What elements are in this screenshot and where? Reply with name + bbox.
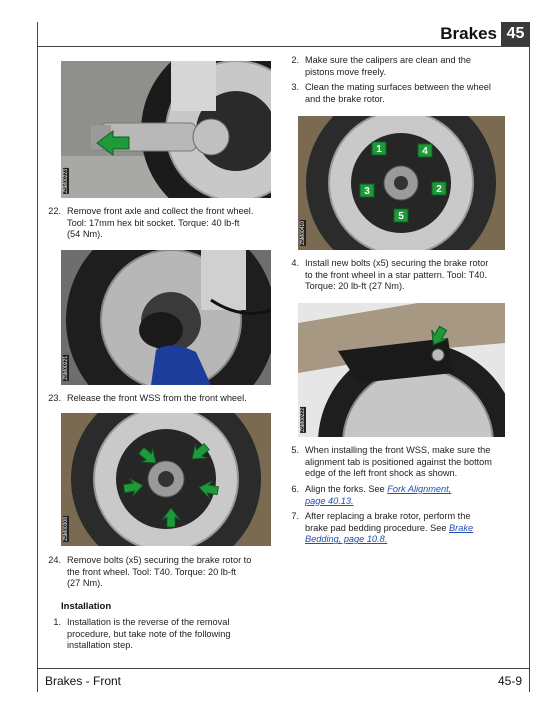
- axle-removal-photo: [61, 61, 271, 198]
- step-text: [305, 258, 488, 293]
- star-pattern-photo: [298, 116, 505, 250]
- star-number: 1: [376, 144, 382, 155]
- step-line: Installation is the reverse of the removal: [67, 617, 230, 627]
- step-number: 5.: [291, 445, 299, 455]
- step-number: 1.: [53, 617, 61, 627]
- wss-alignment-photo: [298, 303, 505, 437]
- step-text: [305, 445, 492, 480]
- step-line: Align the forks. See: [305, 484, 388, 494]
- star-number: 3: [364, 186, 370, 197]
- step-text: [305, 82, 491, 105]
- installation-heading: Installation: [61, 601, 112, 612]
- figure-code: Z5M00223: [63, 169, 69, 193]
- figure-wss-release: [61, 250, 271, 385]
- step-line: alignment tab is positioned against the bottom: [305, 456, 492, 467]
- figure-wss-alignment: [298, 303, 505, 437]
- step-line: brake pad bedding procedure. See: [305, 522, 450, 533]
- footer-rule: [37, 668, 530, 669]
- step-line: When installing the front WSS, make sure the: [305, 445, 491, 455]
- step-line: (54 Nm).: [67, 229, 103, 240]
- figure-code: Z5M00222: [300, 408, 306, 432]
- rotor-bolts-photo: [61, 413, 271, 546]
- step-line: After replacing a brake rotor, perform the: [305, 511, 471, 521]
- step-line: (27 Nm).: [67, 578, 103, 589]
- step-line: to the front wheel in a star pattern. Tool: T40.: [305, 269, 487, 280]
- figure-code: Z5M00410: [300, 221, 306, 245]
- step-text: [305, 484, 451, 507]
- footer-section-title: Brakes - Front: [45, 674, 122, 688]
- figure-code: Z5M00221: [63, 356, 69, 380]
- step-line: and the brake rotor.: [305, 93, 385, 104]
- step-line: procedure, but take note of the following: [67, 628, 231, 639]
- step-number: 7.: [291, 511, 299, 521]
- chapter-title: Brakes: [440, 24, 497, 43]
- step-text: [305, 55, 471, 78]
- step-number: 4.: [291, 258, 299, 268]
- step-number: 6.: [291, 484, 299, 494]
- step-text: [67, 617, 230, 652]
- header-rule: [37, 46, 530, 47]
- step-line: the front wheel. Tool: T40. Torque: 20 lb-ft: [67, 566, 237, 577]
- step-line: pistons move freely.: [305, 66, 387, 77]
- wss-release-photo: [61, 250, 271, 385]
- step-line: edge of the left front shock as shown.: [305, 468, 458, 479]
- step-line: installation step.: [67, 640, 133, 651]
- step-text: [67, 555, 251, 590]
- step-line: Remove bolts (x5) securing the brake rotor to: [67, 555, 252, 565]
- page-number: 45-9: [497, 674, 522, 688]
- brake-bedding-page-link[interactable]: Bedding, page 10.8.: [305, 534, 388, 545]
- step-line: Torque: 20 lb-ft (27 Nm).: [305, 281, 405, 292]
- star-number: 5: [398, 211, 404, 222]
- step-line: Release the front WSS from the front wheel.: [67, 393, 247, 403]
- step-line: Install new bolts (x5) securing the brake rotor: [305, 258, 489, 268]
- page-border-left: [37, 22, 38, 692]
- star-number: 2: [436, 184, 442, 195]
- chapter-number-tab: 45: [501, 22, 530, 46]
- step-number: 2.: [291, 55, 299, 65]
- figure-code: Z5M00308: [63, 517, 69, 541]
- fork-alignment-link[interactable]: Fork Alignment,: [387, 484, 452, 494]
- step-line: Tool: 17mm hex bit socket. Torque: 40 lb-ft: [67, 217, 240, 228]
- step-number: 23.: [48, 393, 61, 403]
- step-text: [305, 511, 473, 546]
- page-border-right: [529, 22, 530, 692]
- star-number: 4: [422, 146, 428, 157]
- step-number: 24.: [48, 555, 61, 565]
- brake-bedding-link[interactable]: Brake: [449, 522, 474, 533]
- step-number: 3.: [291, 82, 299, 92]
- step-line: Remove front axle and collect the front wheel.: [67, 206, 254, 216]
- figure-axle-removal: [61, 61, 271, 198]
- figure-rotor-bolts-removal: [61, 413, 271, 546]
- step-text: [67, 206, 253, 241]
- figure-star-pattern: [298, 116, 505, 250]
- step-line: Make sure the calipers are clean and the: [305, 55, 471, 65]
- fork-alignment-page-link[interactable]: page 40.13.: [305, 495, 354, 506]
- step-number: 22.: [48, 206, 61, 216]
- step-line: Clean the mating surfaces between the wheel: [305, 82, 491, 92]
- step-text: [67, 393, 247, 405]
